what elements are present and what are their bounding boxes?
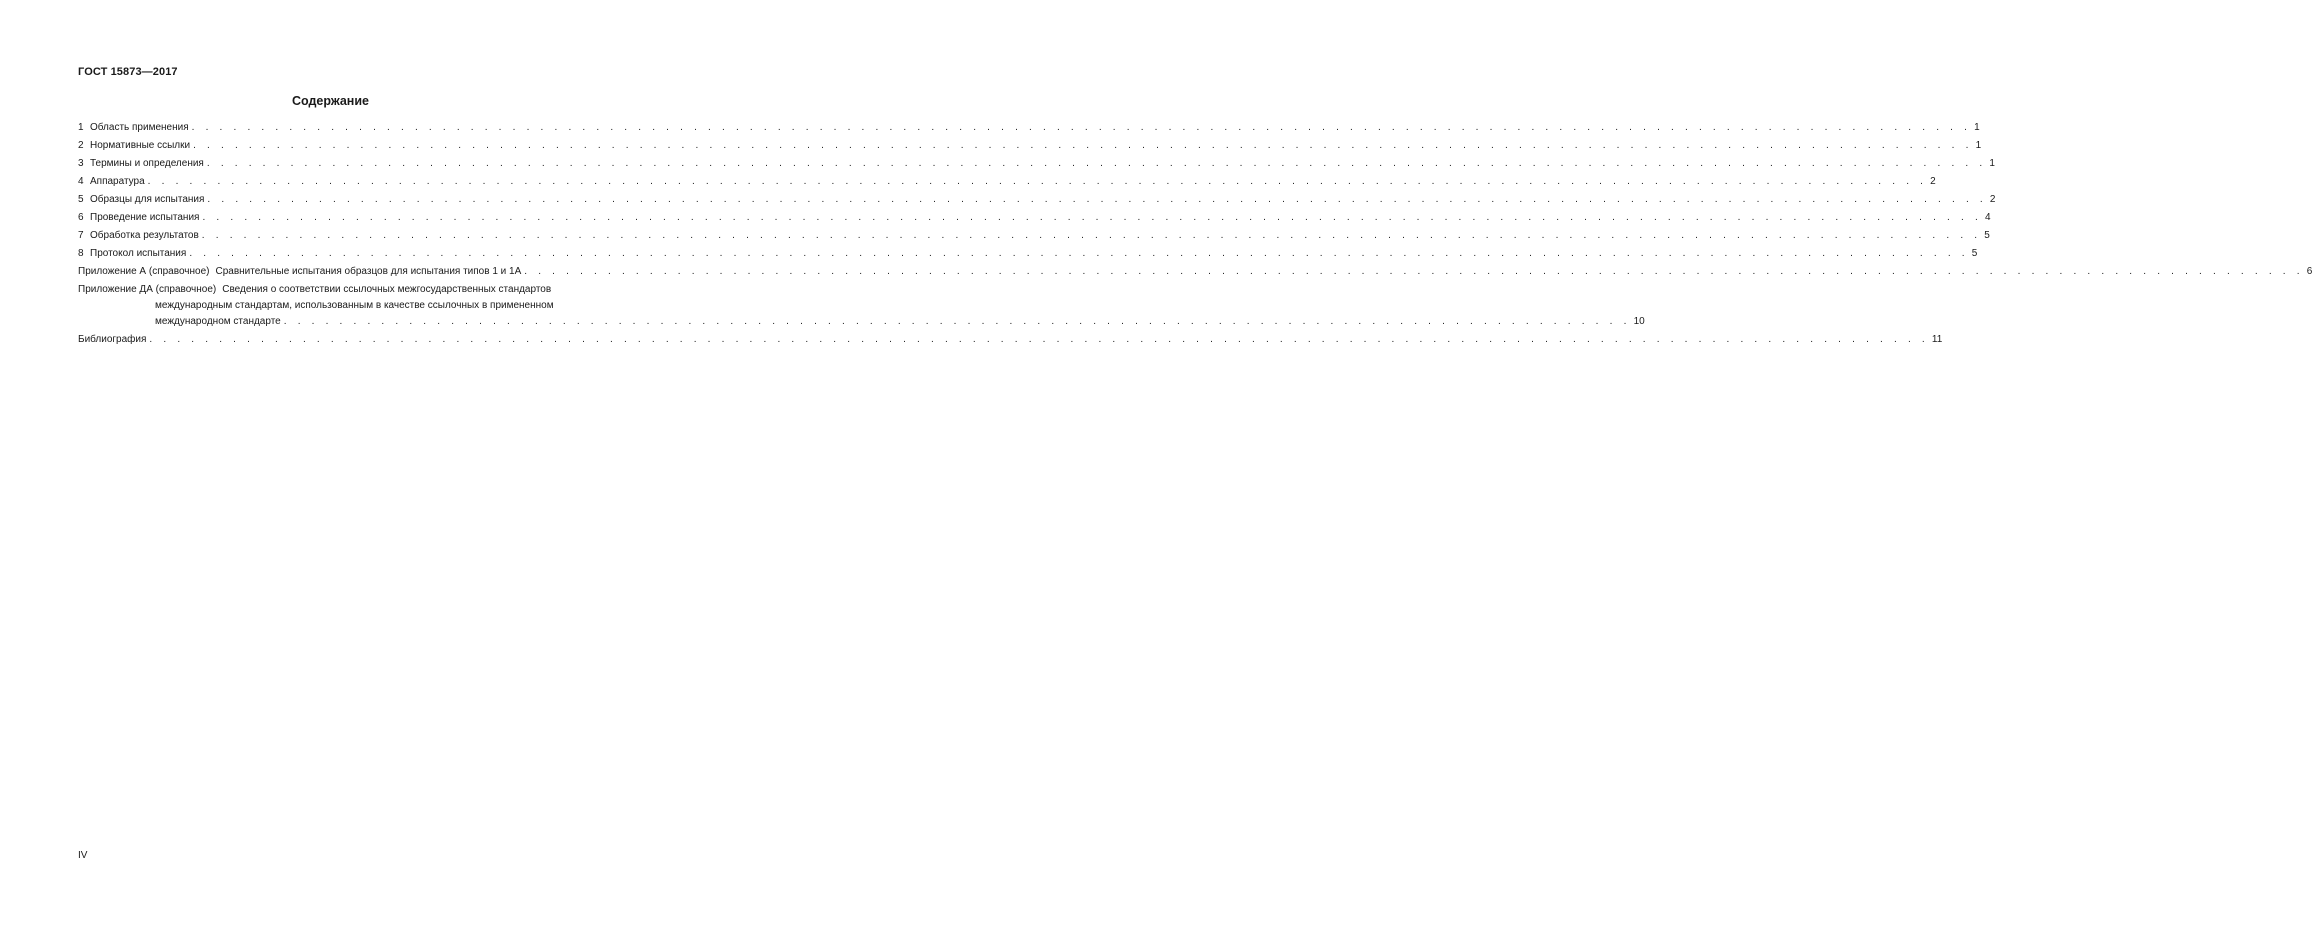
toc-entry-label: Термины и определения bbox=[90, 158, 204, 169]
annex-a-title: Сравнительные испытания образцов для испытания типов 1 и 1А bbox=[215, 266, 522, 277]
toc-entry-number: 3 bbox=[78, 158, 84, 169]
toc-entry-label: Обработка результатов bbox=[90, 230, 199, 241]
dot-leader bbox=[202, 212, 1981, 224]
annex-da-title-text: международным стандартам, использованным в качестве ссылочных в примененном bbox=[155, 300, 554, 311]
dot-leader bbox=[148, 176, 1927, 188]
dot-leader bbox=[189, 248, 1968, 260]
toc-entry-page: 1 bbox=[1989, 158, 1995, 169]
annex-da-title-block-cont bbox=[155, 300, 1645, 332]
toc-entry-page: 2 bbox=[1930, 176, 1936, 187]
annex-da-title-block bbox=[222, 284, 614, 300]
annex-da-prefix: Приложение ДА (справочное) bbox=[78, 284, 217, 295]
toc-entry-8[interactable] bbox=[78, 248, 1978, 266]
toc-entry-page: 1 bbox=[1975, 140, 1982, 151]
annex-da-title-text: Сведения о соответствии ссылочных межгосударственных стандартов bbox=[222, 284, 552, 295]
bibliography-label: Библиография bbox=[78, 334, 147, 345]
toc-entry-label: Область применения bbox=[90, 122, 189, 133]
toc-entry-number: 4 bbox=[78, 176, 84, 187]
toc-entry-1[interactable] bbox=[78, 122, 1980, 140]
dot-leader bbox=[202, 230, 1981, 242]
toc-entry-annex-a[interactable] bbox=[78, 266, 2312, 284]
toc-entry-number: 1 bbox=[78, 122, 84, 133]
dot-leader bbox=[192, 122, 1971, 134]
toc-entry-6[interactable] bbox=[78, 212, 1991, 230]
toc-entry-number: 8 bbox=[78, 248, 84, 259]
toc-entry-label: Аппаратура bbox=[90, 176, 145, 187]
toc-entry-3[interactable] bbox=[78, 158, 1995, 176]
toc-entry-number: 2 bbox=[78, 140, 84, 151]
dot-leader bbox=[193, 140, 1972, 152]
dot-leader bbox=[207, 158, 1986, 170]
toc-entry-5[interactable] bbox=[78, 194, 1996, 212]
annex-da-continuation bbox=[78, 300, 1645, 332]
dot-leader bbox=[149, 334, 1928, 346]
annex-a-prefix: Приложение А (справочное) bbox=[78, 266, 210, 277]
toc-entry-4[interactable] bbox=[78, 176, 1936, 194]
toc-entry-label: Нормативные ссылки bbox=[90, 140, 191, 151]
dot-leader bbox=[284, 316, 1631, 328]
toc-entry-2[interactable] bbox=[78, 140, 1982, 158]
annex-da-title-line-1 bbox=[222, 284, 614, 300]
annex-da-title-line-3 bbox=[155, 316, 1645, 332]
toc-entry-page: 1 bbox=[1974, 122, 1980, 133]
toc-entry-page: 4 bbox=[1984, 212, 1991, 223]
toc-entry-annex-da[interactable] bbox=[78, 284, 614, 300]
toc-title: Содержание bbox=[291, 94, 369, 108]
page-number: IV bbox=[78, 850, 88, 861]
annex-da-title-line-2 bbox=[155, 300, 1645, 316]
toc-entry-bibliography[interactable] bbox=[78, 334, 1943, 352]
document-code: ГОСТ 15873—2017 bbox=[78, 66, 178, 78]
toc-entry-label: Протокол испытания bbox=[90, 248, 187, 259]
dot-leader bbox=[207, 194, 1986, 206]
table-of-contents bbox=[78, 122, 2312, 352]
toc-entry-number: 5 bbox=[78, 194, 84, 205]
toc-entry-page: 11 bbox=[1931, 334, 1943, 345]
toc-entry-number: 7 bbox=[78, 230, 84, 241]
toc-entry-label: Проведение испытания bbox=[90, 212, 200, 223]
toc-entry-number: 6 bbox=[78, 212, 84, 223]
toc-entry-page: 5 bbox=[1971, 248, 1978, 259]
toc-entry-page: 6 bbox=[2306, 266, 2312, 277]
dot-leader bbox=[524, 266, 2303, 278]
toc-entry-7[interactable] bbox=[78, 230, 1990, 248]
toc-entry-page: 10 bbox=[1633, 316, 1645, 327]
toc-entry-page: 5 bbox=[1984, 230, 1990, 241]
toc-entry-page: 2 bbox=[1989, 194, 1996, 205]
toc-entry-label: Образцы для испытания bbox=[90, 194, 205, 205]
annex-da-title-text: международном стандарте bbox=[155, 316, 281, 327]
